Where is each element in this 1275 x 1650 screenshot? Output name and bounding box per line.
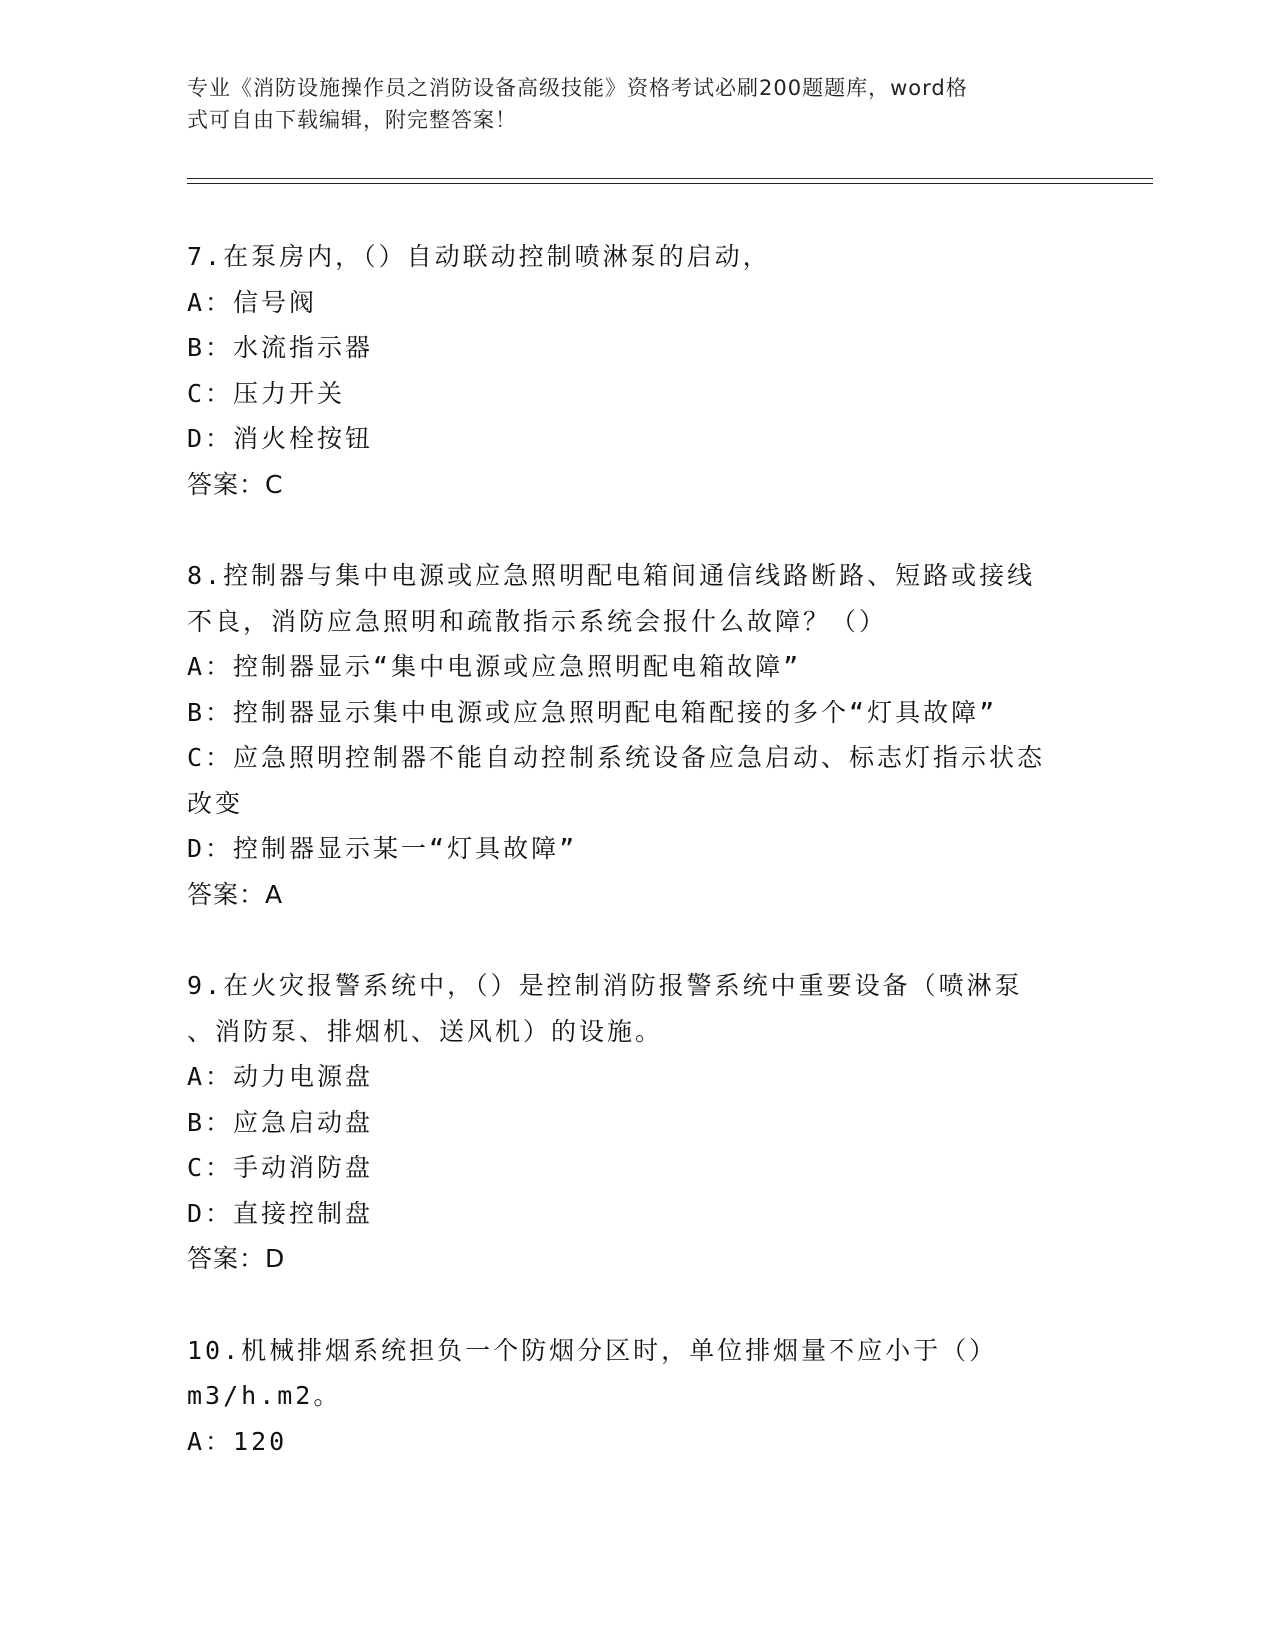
answer-line: 答案：C	[187, 469, 284, 499]
question-stem-continued: 、消防泵、排烟机、送风机）的设施。	[187, 1016, 664, 1046]
question-stem-continued: m3/h.m2。	[187, 1381, 342, 1410]
option-c: C：压力开关	[187, 378, 346, 408]
option-d: D：控制器显示某一“灯具故障”	[187, 834, 578, 863]
option-a: A：120	[187, 1426, 288, 1456]
option-b: B：控制器显示集中电源或应急照明配电箱配接的多个“灯具故障”	[187, 697, 998, 727]
header-divider-top	[187, 178, 1153, 179]
question-list	[187, 234, 1087, 1510]
option-b: B：水流指示器	[187, 333, 374, 362]
question-8	[187, 553, 1087, 917]
question-stem: 7.在泵房内，（）自动联动控制喷淋泵的启动，	[187, 242, 771, 271]
option-c: C：手动消防盘	[187, 1153, 374, 1182]
header-line-2: 式可自由下载编辑，附完整答案！	[187, 108, 517, 132]
option-b: B：应急启动盘	[187, 1107, 374, 1137]
option-d: D：消火栓按钮	[187, 424, 374, 453]
question-7	[187, 234, 1087, 507]
option-a: A：动力电源盘	[187, 1062, 374, 1091]
question-stem-continued: 不良，消防应急照明和疏散指示系统会报什么故障？（）	[187, 606, 888, 636]
option-c-continued: 改变	[187, 788, 244, 818]
question-stem: 10.机械排烟系统担负一个防烟分区时，单位排烟量不应小于（）	[187, 1335, 998, 1365]
answer-line: 答案：D	[187, 1244, 286, 1273]
answer-line: 答案：A	[187, 879, 284, 909]
option-a: A：控制器显示“集中电源或应急照明配电箱故障”	[187, 652, 802, 681]
header-divider-bottom	[187, 183, 1153, 184]
question-stem: 9.在火灾报警系统中，（）是控制消防报警系统中重要设备（喷淋泵	[187, 971, 1023, 1000]
option-d: D：直接控制盘	[187, 1198, 374, 1228]
question-10	[187, 1328, 1087, 1465]
question-stem: 8.控制器与集中电源或应急照明配电箱间通信线路断路、短路或接线	[187, 561, 1036, 590]
option-c: C：应急照明控制器不能自动控制系统设备应急启动、标志灯指示状态	[187, 743, 1046, 772]
header-line-1: 专业《消防设施操作员之消防设备高级技能》资格考试必刷200题题库，word格	[187, 76, 968, 100]
document-header	[187, 72, 1067, 136]
question-9	[187, 963, 1087, 1282]
option-a: A：信号阀	[187, 287, 318, 317]
